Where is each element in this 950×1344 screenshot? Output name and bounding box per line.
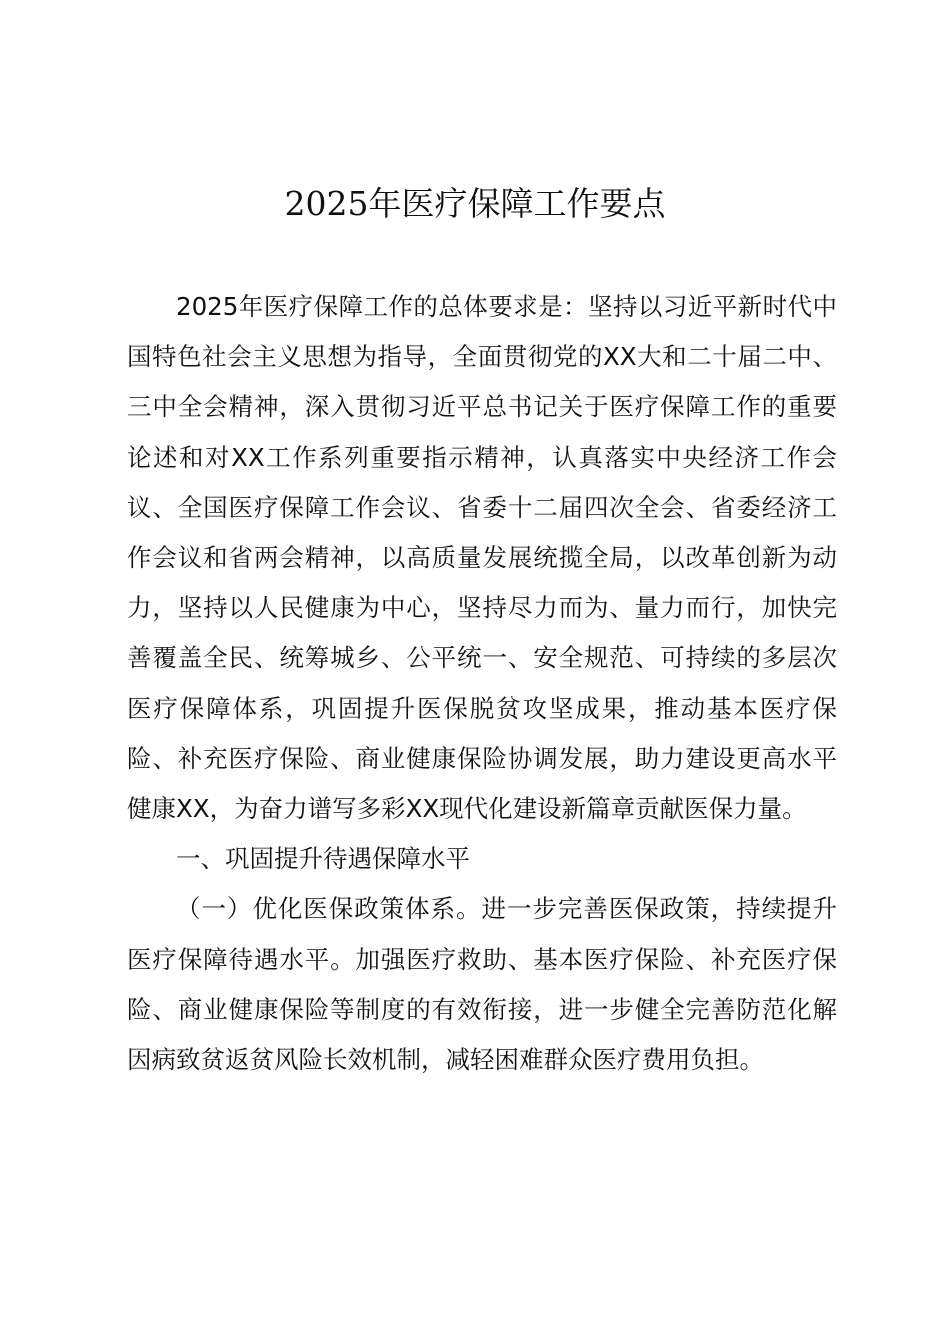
- intro-paragraph: 2025年医疗保障工作的总体要求是：坚持以习近平新时代中国特色社会主义思想为指导，全面贯彻党的XX大和二十届二中、三中全会精神，深入贯彻习近平总书记关于医疗保障工作的重要论述和对XX工作系列重要指示精神，认真落实中央经济工作会议、全国医疗保障工作会议、省委十二届四次全会、省委经济工作会议和省两会精神，以高质量发展统揽全局，以改革创新为动力，坚持以人民健康为中心，坚持尽力而为、量力而行，加快完善覆盖全民、统筹城乡、公平统一、安全规范、可持续的多层次医疗保障体系，巩固提升医保脱贫攻坚成果，推动基本医疗保险、补充医疗保险、商业健康保险协调发展，助力建设更高水平健康XX，为奋力谱写多彩XX现代化建设新篇章贡献医保力量。: [127, 292, 837, 824]
- document-body: [127, 282, 837, 1085]
- section-heading-1: 一、巩固提升待遇保障水平: [176, 844, 470, 874]
- document-title: 2025年医疗保障工作要点: [284, 184, 666, 223]
- subsection-paragraph-1: （一）优化医保政策体系。进一步完善医保政策，持续提升医疗保障待遇水平。加强医疗救助、基本医疗保险、补充医疗保险、商业健康保险等制度的有效衔接，进一步健全完善防范化解因病致贫返贫风险长效机制，减轻困难群众医疗费用负担。: [127, 894, 837, 1075]
